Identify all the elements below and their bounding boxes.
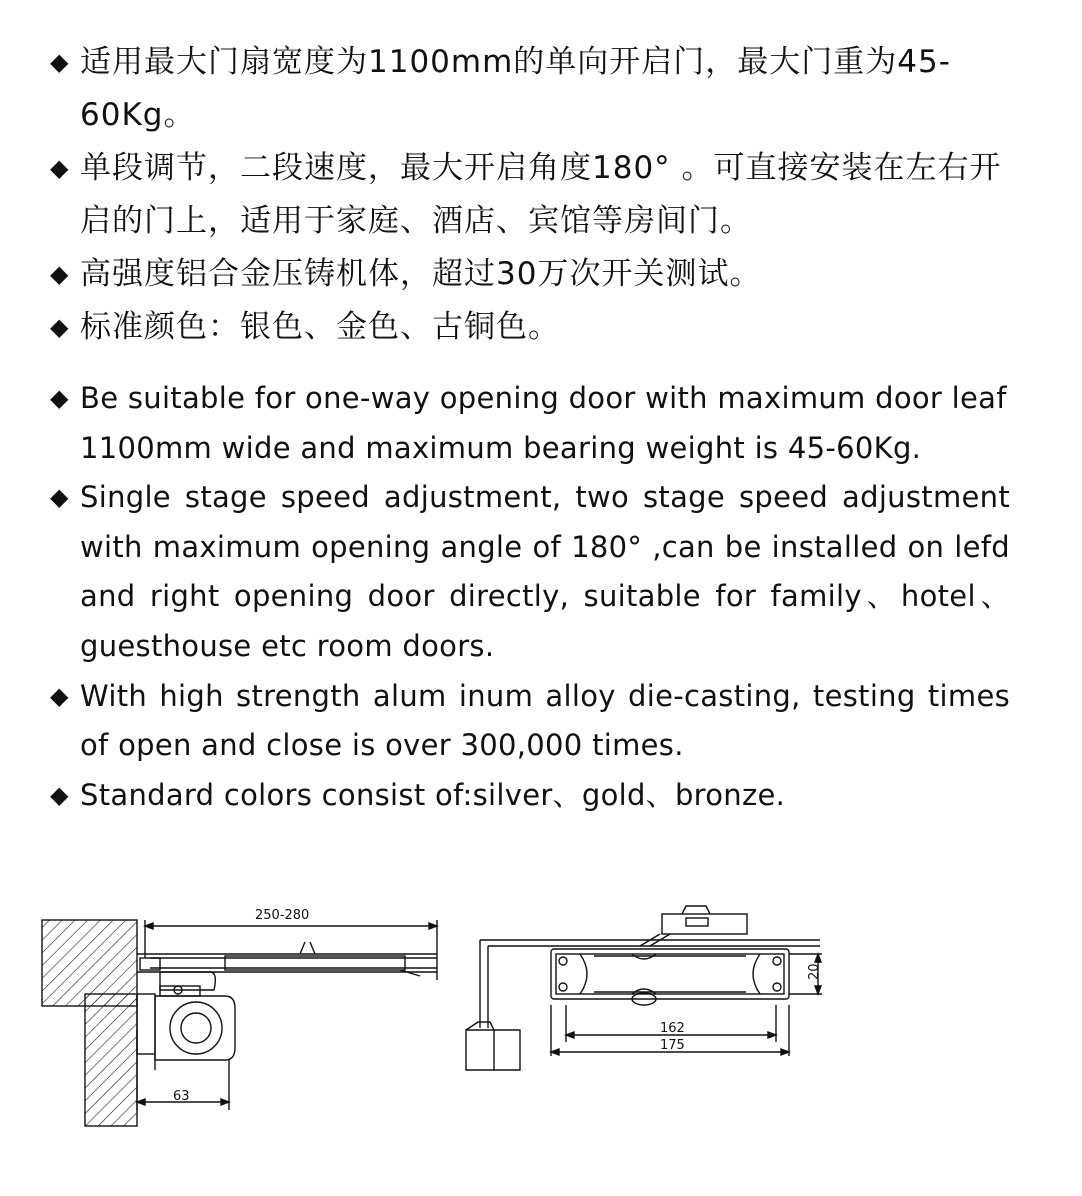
diamond-bullet-icon: ◆: [50, 48, 70, 76]
chinese-feature-item: [50, 301, 1010, 354]
english-feature-item: [50, 771, 1010, 821]
feature-text: Be suitable for one-way opening door with maximum door leaf 1100mm wide and maximum bearing weight is 45-60Kg.: [80, 381, 1007, 465]
dimension-label-arm-length: 250-280: [255, 908, 310, 923]
dimension-label-height: 20: [807, 963, 822, 980]
side-view-drawing: [42, 920, 437, 1126]
feature-text: 单段调节，二段速度，最大开启角度180° 。可直接安装在左右开启的门上，适用于家庭、酒店、宾馆等房间门。: [80, 150, 1002, 239]
chinese-feature-item: [50, 142, 1010, 248]
diamond-bullet-icon: ◆: [50, 154, 70, 182]
english-feature-item: [50, 473, 1010, 671]
feature-text: Single stage speed adjustment, two stage speed adjustment with maximum opening angle of 180° ,can be installed on lefd and right opening door directly, suitable for family、hotel、guesthouse etc room doors.: [80, 480, 1010, 663]
dimension-label-inner-length: 162: [660, 1021, 685, 1036]
door-frame-bottom: [85, 994, 137, 1126]
chinese-feature-item: [50, 248, 1010, 301]
dimension-label-body-length: 175: [660, 1038, 685, 1053]
diamond-bullet-icon: ◆: [50, 313, 70, 341]
technical-drawing-svg: [0, 880, 1082, 1180]
front-view-drawing: [466, 906, 822, 1070]
feature-text: 适用最大门扇宽度为1100mm的单向开启门，最大门重为45-60Kg。: [80, 44, 951, 133]
diamond-bullet-icon: ◆: [50, 483, 69, 512]
door-closer-technical-drawing: [0, 880, 1082, 1180]
english-feature-list: [50, 374, 1010, 820]
dimension-label-offset: 63: [173, 1089, 190, 1104]
english-feature-item: [50, 374, 1010, 473]
closer-body-circle: [170, 1002, 222, 1054]
feature-text: 标准颜色：银色、金色、古铜色。: [80, 309, 560, 345]
diamond-bullet-icon: ◆: [50, 384, 69, 412]
feature-text: Standard colors consist of:silver、gold、bronze.: [80, 777, 786, 812]
english-feature-item: [50, 672, 1010, 771]
door-frame-top: [42, 920, 137, 1006]
chinese-feature-item: [50, 36, 1010, 142]
feature-text: 高强度铝合金压铸机体，超过30万次开关测试。: [80, 256, 762, 292]
diamond-bullet-icon: ◆: [50, 260, 70, 288]
diamond-bullet-icon: ◆: [50, 681, 69, 710]
feature-text: With high strength alum inum alloy die-casting, testing times of open and close is over 300,000 times.: [80, 678, 1010, 763]
diamond-bullet-icon: ◆: [50, 780, 69, 809]
chinese-feature-list: [50, 36, 1010, 354]
